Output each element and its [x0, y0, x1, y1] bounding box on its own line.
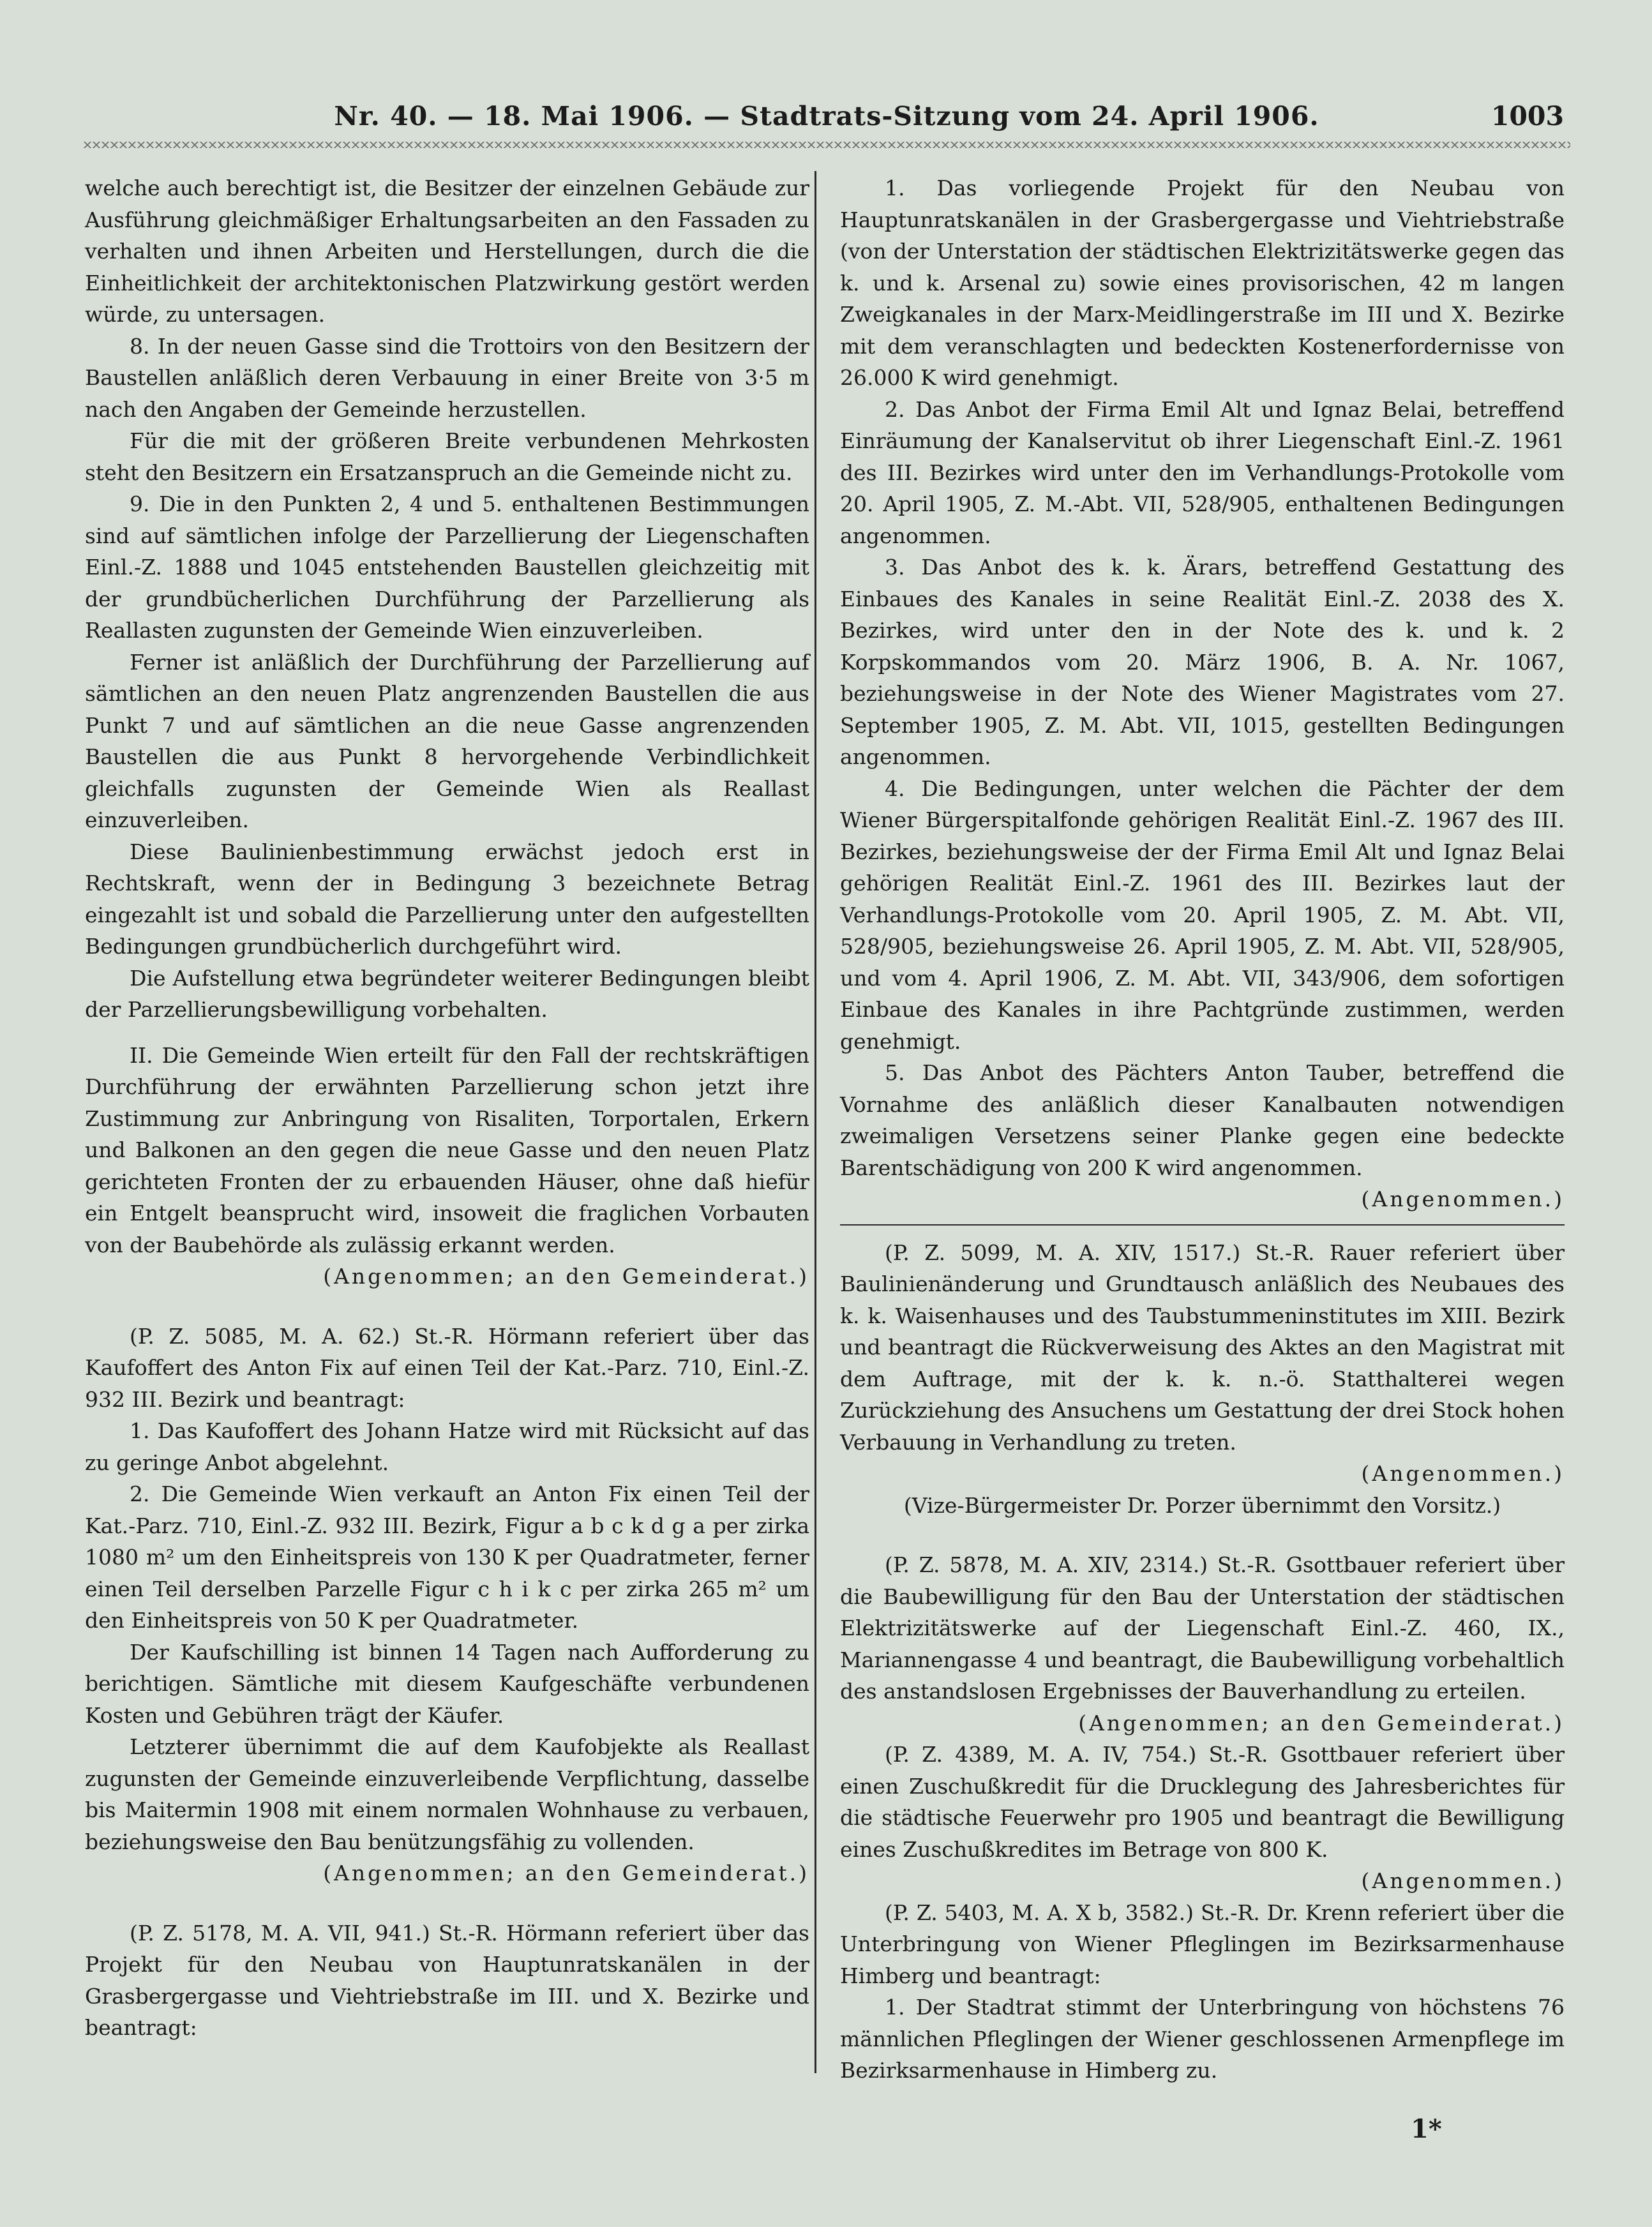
paragraph: Die Aufstellung etwa begründeter weiterer Bedingungen bleibt der Parzellierungsbewilligung vorbehalten. [85, 965, 809, 1022]
agenda-item: (P. Z. 5178, M. A. VII, 941.) St.-R. Hörmann referiert über das Projekt für den Neubau von Hauptunratskanälen in der Grasbergergasse und Viehtriebstraße im III. und X. Bezirke und beantragt: [85, 1920, 809, 2040]
paragraph: 9. Die in den Punkten 2, 4 und 5. enthaltenen Bestimmungen sind auf sämtlichen infolge der Parzellierung der Liegenschaften Einl.-Z. 1888 und 1045 entstehenden Baustellen gleichzeitig mit der grundbücherlichen Durchführung der Parzellierung als Reallasten zugunsten der Gemeinde Wien einzuverleiben. [85, 491, 809, 643]
resolution-note: (Angenommen; an den Gemeinderat.) [1078, 1710, 1565, 1736]
paragraph: 2. Die Gemeinde Wien verkauft an Anton Fix einen Teil der Kat.-Parz. 710, Einl.-Z. 932 III. Bezirk, Figur a b c k d g a per zirka 1080 m² um den Einheitspreis von 130 K per Quadratmeter, ferner einen Teil derselben Parzelle Figur c h i k c per zirka 265 m² um den Einheitspreis von 50 K per Quadratmeter. [85, 1481, 809, 1633]
paragraph: Letzterer übernimmt die auf dem Kaufobjekte als Reallast zugunsten der Gemeinde einzuverleibende Verpflichtung, dasselbe bis Maitermin 1908 mit einem normalen Wohnhause zu verbauen, beziehungsweise den Bau benützungsfähig zu vollenden. [85, 1734, 809, 1854]
agenda-item: (P. Z. 5403, M. A. X b, 3582.) St.-R. Dr. Krenn referiert über die Unterbringung von Wiener Pfleglingen im Bezirksarmenhause Himberg und beantragt: [840, 1900, 1565, 1988]
paragraph: Für die mit der größeren Breite verbundenen Mehrkosten steht den Besitzern ein Ersatzanspruch an die Gemeinde nicht zu. [85, 428, 809, 485]
agenda-item: (P. Z. 4389, M. A. IV, 754.) St.-R. Gsottbauer referiert über einen Zuschußkredit für die Drucklegung des Jahresberichtes für die städtische Feuerwehr pro 1905 und beantragt die Bewilligung eines Zuschußkredites im Betrage von 800 K. [840, 1742, 1565, 1862]
right-column [840, 172, 1565, 2087]
paragraph: 2. Das Anbot der Firma Emil Alt und Ignaz Belai, betreffend Einräumung der Kanalservitut ob ihrer Liegenschaft Einl.-Z. 1961 des III. Bezirkes wird unter den im Verhandlungs-Protokolle vom 20. April 1905, Z. M.-Abt. VII, 528/905, enthaltenen Bedingungen angenommen. [840, 396, 1565, 548]
chair-note: (Vize-Bürgermeister Dr. Porzer übernimmt den Vorsitz.) [903, 1492, 1501, 1518]
paragraph: welche auch berechtigt ist, die Besitzer der einzelnen Gebäude zur Ausführung gleichmäßiger Erhaltungsarbeiten an den Fassaden zu verhalten und ihnen Arbeiten und Herstellungen, durch die die Einheitlichkeit der architektonischen Platzwirkung gestört werden würde, zu untersagen. [85, 176, 809, 327]
paragraph: 8. In der neuen Gasse sind die Trottoirs von den Besitzern der Baustellen anläßlich deren Verbauung in einer Breite von 3·5 m nach den Angaben der Gemeinde herzustellen. [85, 333, 809, 422]
agenda-item: (P. Z. 5099, M. A. XIV, 1517.) St.-R. Rauer referiert über Baulinienänderung und Grundtausch anläßlich des Neubaues des k. k. Waisenhauses und des Taubstummeninstitutes im XIII. Bezirk und beantragt die Rückverweisung des Aktes an den Magistrat mit dem Auftrage, mit der k. k. n.-ö. Statthalterei wegen Zurückziehung des Ansuchens um Gestattung der drei Stock hohen Verbauung in Verhandlung zu treten. [840, 1224, 1565, 1458]
agenda-item: (P. Z. 5878, M. A. XIV, 2314.) St.-R. Gsottbauer referiert über die Baubewilligung für den Bau der Unterstation der städtischen Elektrizitätswerke auf der Liegenschaft Einl.-Z. 460, IX., Mariannengasse 4 und beantragt, die Baubewilligung vorbehaltlich des anstandslosen Ergebnisses der Bauverhandlung zu erteilen. [840, 1552, 1565, 1704]
paragraph: Diese Baulinienbestimmung erwächst jedoch erst in Rechtskraft, wenn der in Bedingung 3 bezeichnete Betrag eingezahlt ist und sobald die Parzellierung unter den aufgestellten Bedingungen grundbücherlich durchgeführt wird. [85, 839, 809, 959]
resolution-note: (Angenommen.) [1361, 1461, 1565, 1486]
paragraph: 1. Das vorliegende Projekt für den Neubau von Hauptunratskanälen in der Grasbergergasse und Viehtriebstraße (von der Unterstation der städtischen Elektrizitätswerke gegen das k. und k. Arsenal zu) sowie eines provisorischen, 42 m langen Zweigkanales in der Marx-Meidlingerstraße im III und X. Bezirke mit dem veranschlagten und bedeckten Kostenerfordernisse von 26.000 K wird genehmigt. [840, 176, 1565, 390]
column-divider [815, 171, 816, 2073]
resolution-note: (Angenommen; an den Gemeinderat.) [323, 1264, 809, 1289]
header-ornamental-rule [83, 142, 1570, 148]
page-header [83, 96, 1570, 147]
paragraph: 4. Die Bedingungen, unter welchen die Pächter der dem Wiener Bürgerspitalfonde gehörigen Realität Einl.-Z. 1967 des III. Bezirkes, beziehungsweise der der Firma Emil Alt und Ignaz Belai gehörigen Realität Einl.-Z. 1961 des III. Bezirkes laut der Verhandlungs-Protokolle vom 20. April 1905, Z. M. Abt. VII, 528/905, beziehungsweise 26. April 1905, Z. M. Abt. VII, 528/905, und vom 4. April 1906, Z. M. Abt. VII, 343/906, dem sofortigen Einbaue des Kanales in ihre Pachtgründe zustimmen, werden genehmigt. [840, 776, 1565, 1054]
signature-mark: 1* [1411, 2114, 1442, 2144]
resolution-note: (Angenommen; an den Gemeinderat.) [323, 1861, 809, 1886]
paragraph: 1. Der Stadtrat stimmt der Unterbringung von höchstens 76 männlichen Pfleglingen der Wiener geschlossenen Armenpflege im Bezirksarmenhause in Himberg zu. [840, 1995, 1565, 2083]
resolution-note: (Angenommen.) [1361, 1187, 1565, 1211]
header-title: Nr. 40. — 18. Mai 1906. — Stadtrats-Sitzung vom 24. April 1906. [334, 101, 1319, 131]
paragraph: 5. Das Anbot des Pächters Anton Tauber, betreffend die Vornahme des anläßlich dieser Kanalbauten notwendigen zweimaligen Versetzens seiner Planke gegen eine bedeckte Barentschädigung von 200 K wird angenommen. [840, 1060, 1565, 1180]
page-number: 1003 [1491, 101, 1564, 131]
paragraph: Der Kaufschilling ist binnen 14 Tagen nach Aufforderung zu berichtigen. Sämtliche mit diesem Kaufgeschäfte verbundenen Kosten und Gebühren trägt der Käufer. [85, 1639, 809, 1728]
left-column [85, 172, 809, 2044]
paragraph: 1. Das Kaufoffert des Johann Hatze wird mit Rücksicht auf das zu geringe Anbot abgelehnt. [85, 1418, 809, 1475]
paragraph: II. Die Gemeinde Wien erteilt für den Fall der rechtskräftigen Durchführung der erwähnten Parzellierung schon jetzt ihre Zustimmung zur Anbringung von Risaliten, Torportalen, Erkern und Balkonen an den gegen die neue Gasse und den neuen Platz gerichteten Fronten der zu erbauenden Häuser, ohne daß hiefür ein Entgelt beansprucht wird, insoweit die fraglichen Vorbauten von der Baubehörde als zulässig erkannt werden. [85, 1042, 809, 1257]
agenda-item: (P. Z. 5085, M. A. 62.) St.-R. Hörmann referiert über das Kaufoffert des Anton Fix auf einen Teil der Kat.-Parz. 710, Einl.-Z. 932 III. Bezirk und beantragt: [85, 1323, 809, 1412]
paragraph: 3. Das Anbot des k. k. Ärars, betreffend Gestattung des Einbaues des Kanales in seine Realität Einl.-Z. 2038 des X. Bezirkes, wird unter den in der Note des k. und k. 2 Korpskommandos vom 20. März 1906, B. A. Nr. 1067, beziehungsweise in der Note des Wiener Magistrates vom 27. September 1905, Z. M. Abt. VII, 1015, gestellten Bedingungen angenommen. [840, 555, 1565, 769]
resolution-note: (Angenommen.) [1361, 1868, 1565, 1893]
paragraph: Ferner ist anläßlich der Durchführung der Parzellierung auf sämtlichen an den neuen Platz angrenzenden Baustellen die aus Punkt 7 und auf sämtlichen an die neue Gasse angrenzenden Baustellen die aus Punkt 8 hervorgehende Verbindlichkeit gleichfalls zugunsten der Gemeinde Wien als Reallast einzuverleiben. [85, 649, 809, 832]
